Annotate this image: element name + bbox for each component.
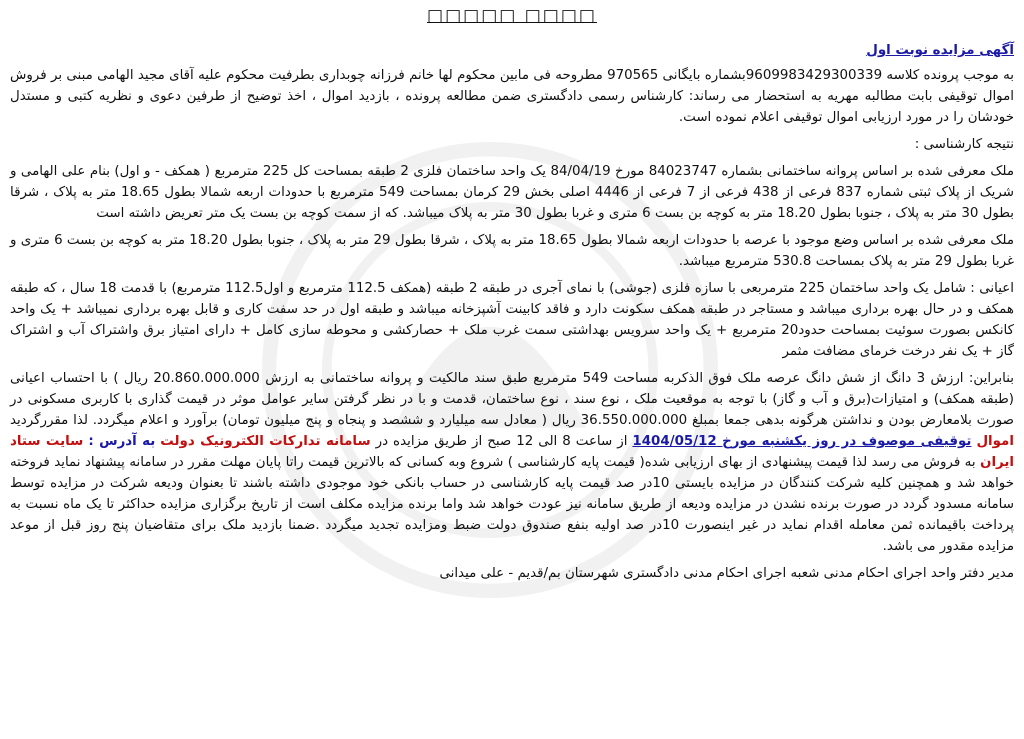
auction-notice bbox=[10, 40, 1014, 590]
procurement-system: سامانه تدارکات الکترونیک دولت bbox=[160, 434, 371, 449]
valuation-text: بنابراین: ارزش 3 دانگ از شش دانگ عرصه ملک فوق الذکربه مساحت 549 مترمربع طبق سند مالکیت و پروانه ساختمانی به ارزش 20.860.000.000 ریال ) با احتساب اعیانی (طبقه همکف) و امتیازات(برق و آب و گاز) با توجه به موقعیت ملک ، نوع سند ، نوع ساختمان، قدمت و با در نظر گرفتن سایر عوامل موثر در قیمت گذاری با کاربری مسکونی در صورت بلامعارض بودن و نداشتن هرگونه بدهی جمعا بمبلغ 36.550.000.000 ریال ( معادل سه میلیارد و ششصد و پنجاه و پنج میلیون تومان) برآورد و اعلام میگردد. لذا مقررگردید bbox=[10, 371, 1014, 428]
notice-title: آگهی مزایده نوبت اول bbox=[866, 43, 1014, 58]
signature: مدیر دفتر واحد اجرای احکام مدنی شعبه اجرای احکام مدنی دادگستری شهرستان بم/قدیم - علی میدانی bbox=[439, 566, 1014, 581]
result-heading: نتیجه کارشناسی : bbox=[914, 137, 1014, 152]
building-description-paragraph: اعیانی : شامل یک واحد ساختمان 225 مترمربعی با سازه فلزی (جوشی) با نمای آجری در طبقه 2 طبقه (همکف 112.5 مترمربع و اول112.5 مترمربع) با قدمت 18 سال ، که طبقه همکف و در حال بهره برداری میباشد و مستاجر در طبقه همکف سکونت دارد و فاقد کابینت آشپزخانه میباشد و طبقه اول در حد سفت کاری و قابل بهره برداری نمیباشد + یک واحد کانکس بصورت سوئیت بمساحت حدود20 مترمربع + یک واحد سرویس بهداشتی سمت غرب ملک + حصارکشی و محوطه سازی کامل + دارای امتیاز برق واشتراک آب و اشتراک گاز + یک نفر درخت خرمای مضافت مثمر bbox=[10, 281, 1014, 359]
address-label: به آدرس : bbox=[88, 434, 156, 449]
page-title: □□□□□ □□□□ bbox=[427, 6, 597, 26]
property-word: اموال bbox=[976, 434, 1014, 449]
current-state-paragraph: ملک معرفی شده بر اساس وضع موجود با عرصه با حدودات اربعه شمالا بطول 18.65 متر به پلاک ، شرقا بطول 29 متر به پلاک ، جنوبا بطول 18.20 متر به کوچه بن بست 6 متری و غربا بطول 29 متر به پلاک بمساحت 530.8 مترمربع میباشد. bbox=[10, 233, 1015, 269]
setad-site: سایت ستاد ایران bbox=[10, 434, 1014, 470]
intro-paragraph: به موجب پرونده کلاسه 9609983429300339بشماره بایگانی 970565 مطروحه فی مابین محکوم لها خانم فرزانه چوبداری بطرفیت محکوم علیه آقای مجید الهامی مبنی بر فروش اموال توقیفی بابت مطالبه مهریه به استحضار می رساند: کارشناس رسمی دادگستری ضمن مطالعه پرونده ، بازدید اموال ، اخذ توضیح از طرفین دعوی و نظریه کتبی و مستدل خودشان را در مورد ارزیابی اموال توقیفی اعلام نموده است. bbox=[10, 68, 1014, 125]
auction-time: از ساعت 8 الی 12 صبح از طریق مزایده در bbox=[375, 434, 628, 449]
auction-terms: به فروش می رسد لذا قیمت پیشنهادی از بهای ارزیابی شده( قیمت پایه کارشناسی ) شروع وبه کسانی که بالاترین قیمت راتا پایان مهلت مقرر در سامانه پیشنهاد نماید فروخته خواهد شد و همچنین کلیه شرکت کنندگان در مزایده بایستی 10در صد قیمت پایه کارشناسی در حساب بانکی خود موجودی داشته باشند تا بعنوان ودیعه شرکت در مزایده توسط سامانه مسدود گردد در صورت برنده نشدن در مزایده ودیعه از طریق سامانه نیز عودت خواهد شد واما برنده مزایده مکلف است از تاریخ برگزاری مزایده حداکثر تا یک ماه نسبت به پرداخت باقیمانده ثمن معامله اقدام نماید در غیر اینصورت 10در صد اولیه بنفع صندوق دولت ضبط ومزایده تجدید میگردد .ضمنا بازدید ملک برای متقاضیان پنج روز قبل از موعد مزایده مقدور می باشد. bbox=[10, 455, 1015, 554]
auction-date: توقیفی موصوف در روز یکشنبه مورخ 1404/05/12 bbox=[632, 434, 972, 449]
valuation-paragraph bbox=[10, 368, 1014, 557]
building-permit-paragraph: ملک معرفی شده بر اساس پروانه ساختمانی بشماره 84023747 مورخ 84/04/19 یک واحد ساختمان فلزی 2 طبقه بمساحت کل 225 مترمربع ( همکف - و اول) بنام علی الهامی و شریک از پلاک ثبتی شماره 837 فرعی از 438 فرعی از 7 فرعی از 4446 اصلی بخش 29 کرمان بمساحت 549 مترمربع با حدودات اربعه شمالا بطول 18.65 متر به پلاک ، شرقا بطول 30 متر به پلاک ، جنوبا بطول 18.20 متر به کوچه بن بست 6 متری و غربا بطول 30 متر به پلاک میباشد. که از سمت کوچه بن بست یک متر تعریض داشته است bbox=[10, 164, 1015, 221]
